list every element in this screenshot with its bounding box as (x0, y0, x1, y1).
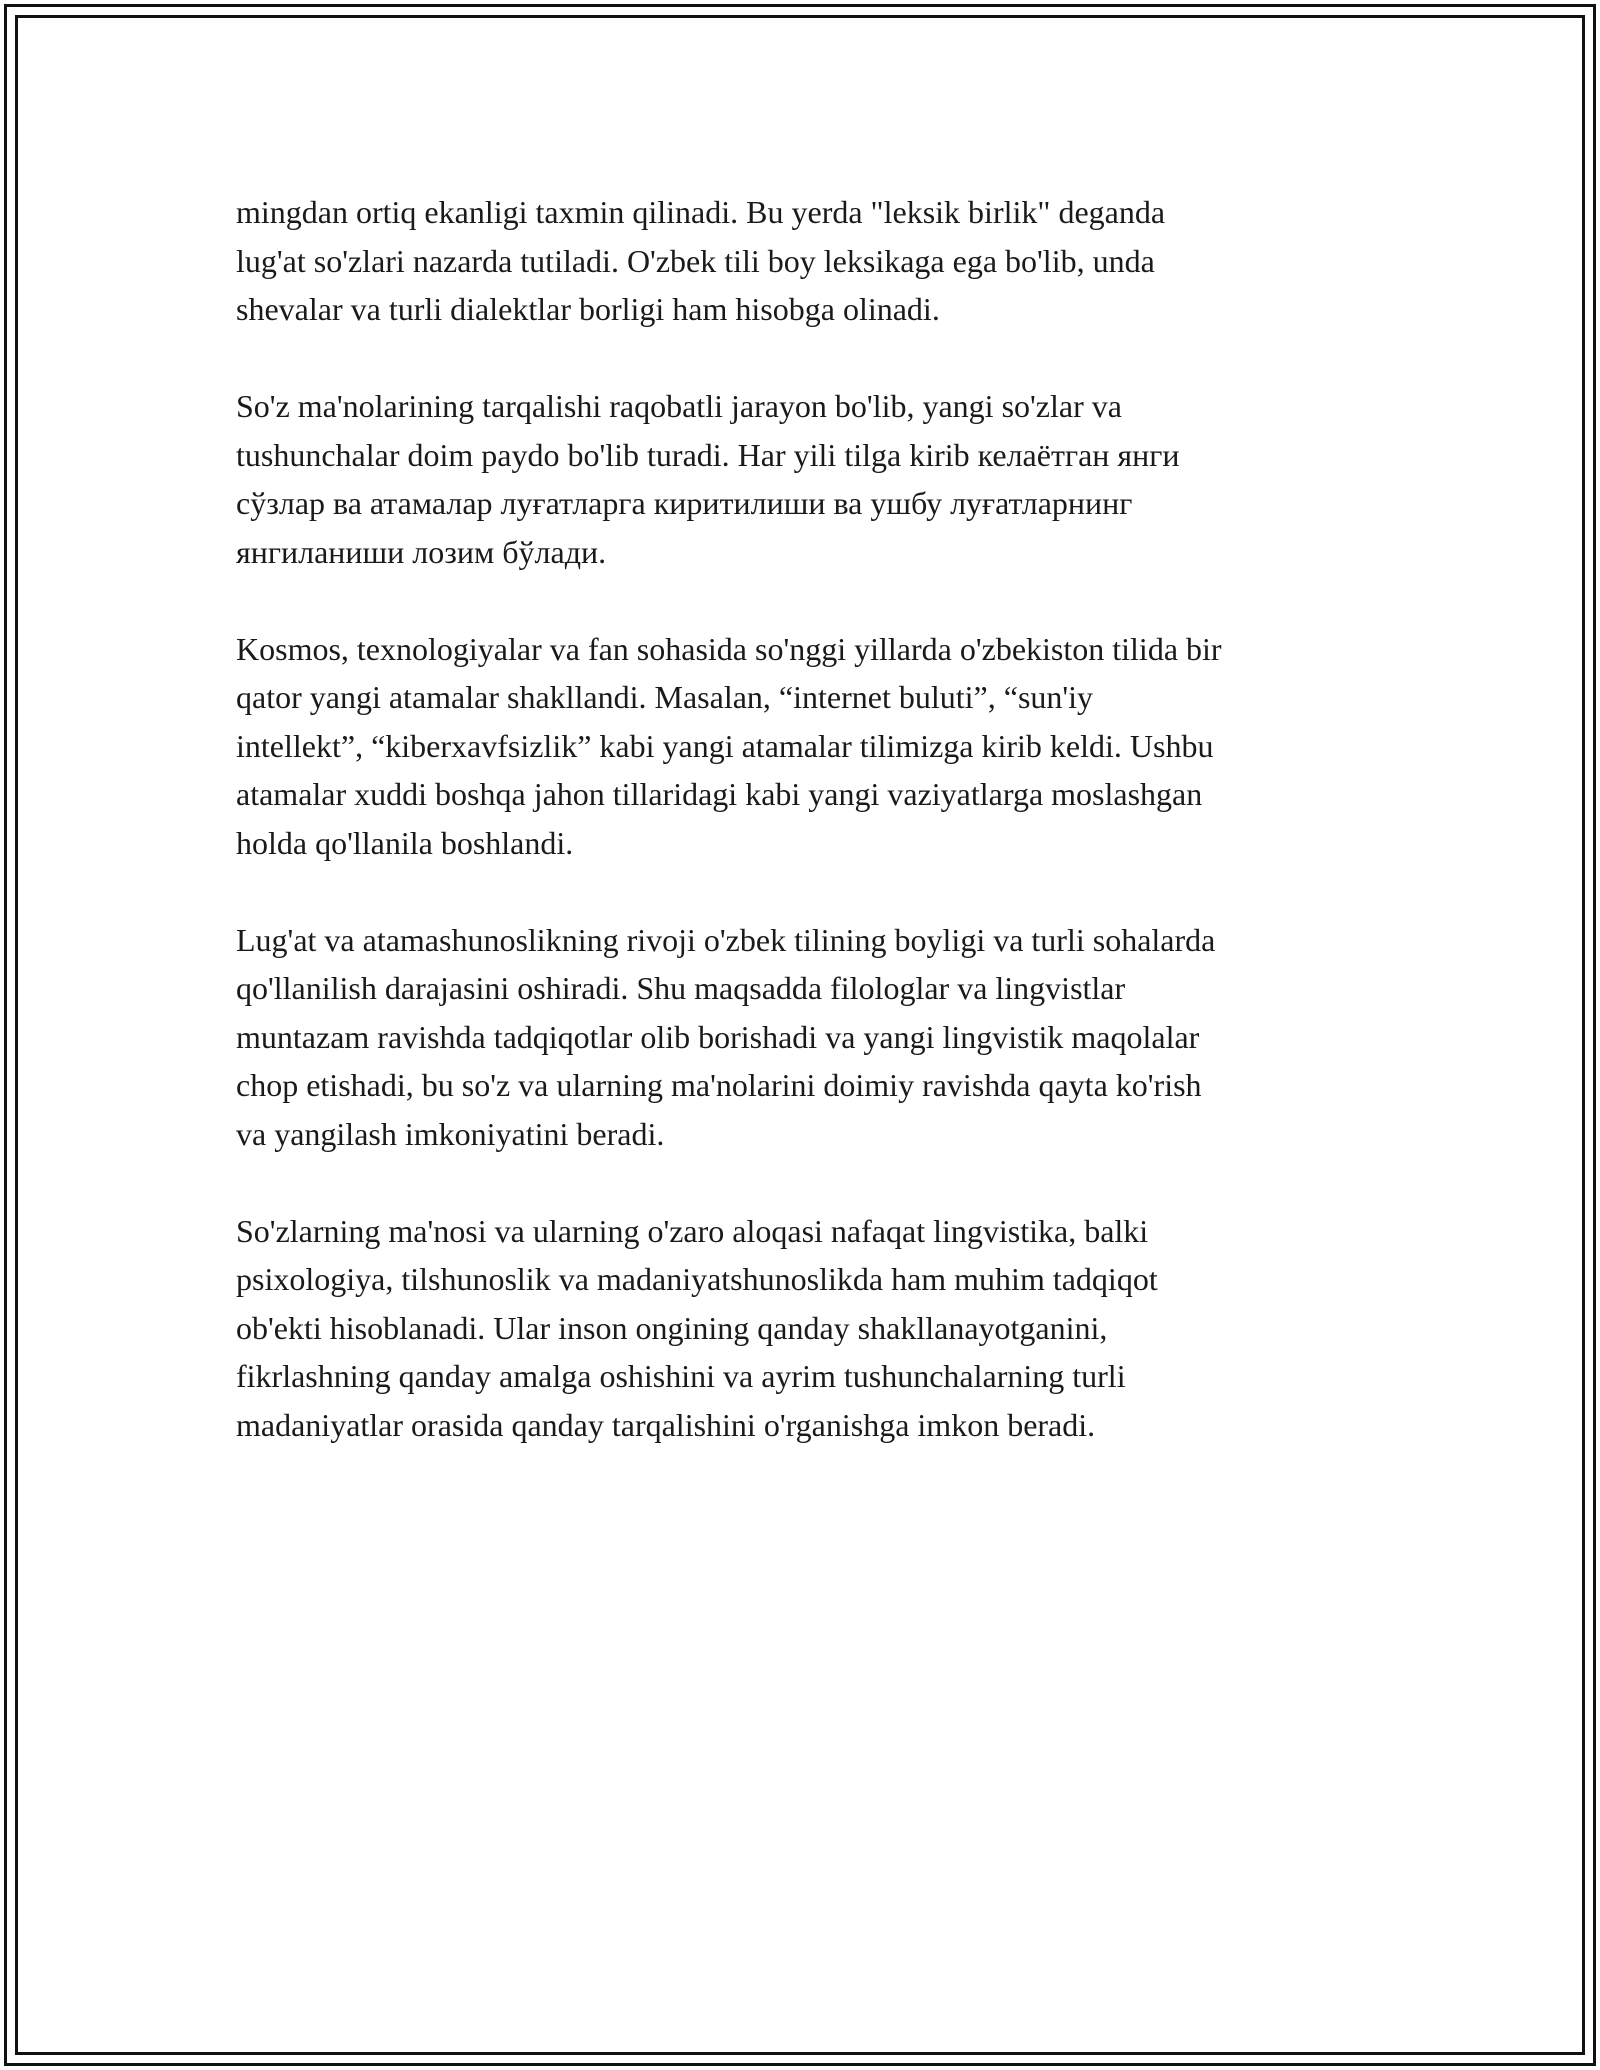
text-line: ob'ekti hisoblanadi. Ular inson ongining qanday shakllanayotganini, (236, 1309, 1108, 1346)
text-line: muntazam ravishda tadqiqotlar olib borishadi va yangi lingvistik maqolalar (236, 1018, 1200, 1055)
text-line: Lug'at va atamashunoslikning rivoji o'zbek tilining boyligi va turli sohalarda (236, 921, 1216, 958)
text-line: intellekt”, “kiberxavfsizlik” kabi yangi atamalar tilimizga kirib keldi. Ushbu (236, 727, 1214, 764)
paragraph-4 (236, 916, 1376, 1159)
paragraph-5 (236, 1207, 1376, 1450)
text-line: psixologiya, tilshunoslik va madaniyatshunoslikda ham muhim tadqiqot (236, 1261, 1158, 1297)
text-line: madaniyatlar orasida qanday tarqalishini o'rganishga imkon beradi. (236, 1406, 1096, 1443)
paragraph-2 (236, 382, 1376, 576)
text-line: Kosmos, texnologiyalar va fan sohasida so'nggi yillarda o'zbekiston tilida bir (236, 630, 1222, 667)
text-line: янгиланиши лозим бўлади. (236, 533, 607, 570)
text-line: So'z ma'nolarining tarqalishi raqobatli jarayon bo'lib, yangi so'zlar va (236, 388, 1122, 424)
text-line: qo'llanilish darajasini oshiradi. Shu maqsadda filologlar va lingvistlar (236, 970, 1126, 1006)
text-line: atamalar xuddi boshqa jahon tillaridagi kabi yangi vaziyatlarga moslashgan (236, 776, 1203, 812)
text-line: tushunchalar doim paydo bo'lib turadi. Har yili tilga kirib келаётган янги (236, 436, 1180, 473)
text-line: va yangilash imkoniyatini beradi. (236, 1115, 665, 1152)
document-body (236, 188, 1376, 1498)
text-line: So'zlarning ma'nosi va ularning o'zaro aloqasi nafaqat lingvistika, balki (236, 1212, 1149, 1249)
text-line: fikrlashning qanday amalga oshishini va ayrim tushunchalarning turli (236, 1358, 1126, 1394)
text-line: chop etishadi, bu so'z va ularning ma'nolarini doimiy ravishda qayta ko'rish (236, 1067, 1202, 1103)
paragraph-3 (236, 625, 1376, 868)
text-line: сўзлар ва атамалар луғатларга киритилиши ва ушбу луғатларнинг (236, 485, 1133, 521)
text-line: shevalar va turli dialektlar borligi ham hisobga olinadi. (236, 291, 940, 327)
text-line: holda qo'llanila boshlandi. (236, 824, 574, 861)
paragraph-1 (236, 188, 1376, 334)
text-line: lug'at so'zlari nazarda tutiladi. O'zbek tili boy leksikaga ega bo'lib, unda (236, 242, 1155, 279)
text-line: mingdan ortiq ekanligi taxmin qilinadi. Bu yerda "leksik birlik" deganda (236, 194, 1166, 230)
text-line: qator yangi atamalar shakllandi. Masalan, “internet buluti”, “sun'iy (236, 679, 1094, 715)
